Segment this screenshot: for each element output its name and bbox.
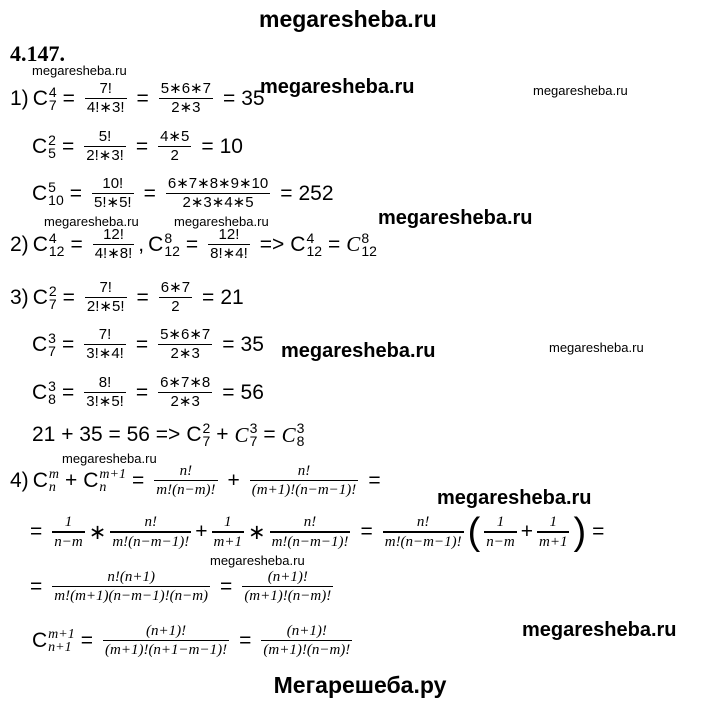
combination-symbol: C 3 8 xyxy=(281,420,305,449)
watermark-big: megaresheba.ru xyxy=(437,487,592,509)
fraction: $\frac{n!(n+1)}{m!(m+1)(n-m-1)!(n-m)}$ xyxy=(54,569,209,605)
fraction: $\frac{8!}{3!∗5!}$ xyxy=(86,374,124,411)
combination-symbol: C 3 7 xyxy=(234,420,258,449)
combination-symbol: C 8 12 xyxy=(346,229,377,259)
watermark-small: megaresheba.ru xyxy=(210,553,305,568)
fraction: $\frac{5∗6∗7}{2∗3}$ xyxy=(160,80,211,117)
equation-line-8: 21 + 35 = 56 => C 2 7 + C 3 7 = C 3 8 xyxy=(32,420,305,449)
fraction: $\frac{5!}{2!∗3!}$ xyxy=(86,128,124,165)
watermark-small: megaresheba.ru xyxy=(32,63,127,78)
result: 252 xyxy=(298,181,334,205)
fraction: $\frac{6∗7}{2}$ xyxy=(160,279,191,316)
watermark-small: megaresheba.ru xyxy=(549,340,644,355)
equation-line-11: = $\frac{n!(n+1)}{m!(m+1)(n-m-1)!(n-m)}$ = $\frac{(n+1)!}{(m+1)!(n-m)!}$ xyxy=(30,569,332,605)
fraction: $\frac{n!}{m!(n-m-1)!}$ xyxy=(271,514,349,550)
equation-line-6: C 3 7 = $\frac{7!}{3!∗4!}$ = $\frac{5∗6∗7}{2∗3}$ = 35 xyxy=(32,326,264,363)
equation-line-3: C 5 10 = $\frac{10!}{5!∗5!}$ = $\frac{6∗7∗8∗9∗10}{2∗3∗4∗5}$ = 252 xyxy=(32,175,334,212)
equation-line-10: = $\frac{1}{n-m}$ ∗ $\frac{n!}{m!(n-m-1)!}$ + $\frac{1}{m+1}$ ∗ $\frac{n!}{m!(n-m-1)!}$ = $\frac{n!}{m!(n-m-1)!}$ ( $\frac{1}{n-m}$ + $\frac{1}{m+1}$ ) = xyxy=(30,511,605,553)
watermark-small: megaresheba.ru xyxy=(174,214,269,229)
watermark-small: megaresheba.ru xyxy=(62,451,157,466)
fraction: $\frac{1}{m+1}$ xyxy=(213,514,242,550)
watermark-big: megaresheba.ru xyxy=(260,76,415,98)
watermark-big: megaresheba.ru xyxy=(378,207,533,229)
fraction: $\frac{(n+1)!}{(m+1)!(n-m)!}$ xyxy=(263,623,351,659)
combination-symbol: C 8 12 xyxy=(148,229,180,259)
footer-watermark[interactable]: Мегарешеба.ру xyxy=(273,672,447,698)
fraction: $\frac{n!}{m!(n-m-1)!}$ xyxy=(384,514,462,550)
fraction: $\frac{n!}{m!(n-m-1)!}$ xyxy=(112,514,190,550)
combination-symbol: C 3 8 xyxy=(32,377,56,407)
fraction: $\frac{1}{n-m}$ xyxy=(486,514,515,550)
combination-symbol: C 2 7 xyxy=(32,282,57,312)
part-label: 1) xyxy=(10,86,29,110)
combination-symbol: C 4 12 xyxy=(290,229,323,259)
fraction: $\frac{7!}{2!∗5!}$ xyxy=(86,279,125,316)
combination-symbol: C m n xyxy=(32,466,59,495)
fraction: $\frac{n!}{m!(n-m)!}$ xyxy=(156,463,216,499)
fraction: $\frac{10!}{5!∗5!}$ xyxy=(94,175,132,212)
result: 10 xyxy=(219,134,243,158)
header-watermark[interactable]: megaresheba.ru xyxy=(259,6,437,32)
result: 21 xyxy=(220,285,244,309)
combination-symbol: C m+1 n xyxy=(83,466,126,495)
combination-symbol: C 2 7 xyxy=(186,420,211,449)
combination-symbol: C 4 7 xyxy=(32,83,57,113)
result: 35 xyxy=(241,86,265,110)
result: 56 xyxy=(240,380,264,404)
equation-line-9: 4) C m n + C m+1 n = $\frac{n!}{m!(n-m)!}$ + $\frac{n!}{(m+1)!(n-m-1)!}$ = xyxy=(10,463,381,499)
fraction: $\frac{6∗7∗8∗9∗10}{2∗3∗4∗5}$ xyxy=(167,175,269,212)
watermark-small: megaresheba.ru xyxy=(533,83,628,98)
equation-line-2: C 2 5 = $\frac{5!}{2!∗3!}$ = $\frac{4∗5}{2}$ = 10 xyxy=(32,128,243,165)
part-label: 3) xyxy=(10,285,29,309)
watermark-big: megaresheba.ru xyxy=(522,619,677,641)
equation-line-7: C 3 8 = $\frac{8!}{3!∗5!}$ = $\frac{6∗7∗8}{2∗3}$ = 56 xyxy=(32,374,264,411)
fraction: $\frac{12!}{8!∗4!}$ xyxy=(210,226,248,263)
fraction: $\frac{n!}{(m+1)!(n-m-1)!}$ xyxy=(251,463,357,499)
equation-line-1: 1) C 4 7 = $\frac{7!}{4!∗3!}$ = $\frac{5∗6∗7}{2∗3}$ = 35 xyxy=(10,80,265,117)
sum-expression: 21 + 35 = 56 => xyxy=(32,423,181,446)
combination-symbol: C 3 7 xyxy=(32,329,56,359)
watermark-small: megaresheba.ru xyxy=(44,214,139,229)
part-label: 4) xyxy=(10,468,29,492)
fraction: $\frac{(n+1)!}{(m+1)!(n-m)!}$ xyxy=(244,569,332,605)
part-label: 2) xyxy=(10,232,29,256)
fraction: $\frac{12!}{4!∗8!}$ xyxy=(94,226,133,263)
combination-symbol: C m+1 n+1 xyxy=(32,626,75,655)
combination-symbol: C 2 5 xyxy=(32,131,56,161)
problem-number: 4.147. xyxy=(10,41,65,66)
fraction: $\frac{7!}{3!∗4!}$ xyxy=(86,326,124,363)
equation-line-12: C m+1 n+1 = $\frac{(n+1)!}{(m+1)!(n+1-m-1)!}$ = $\frac{(n+1)!}{(m+1)!(n-m)!}$ xyxy=(32,623,351,659)
combination-symbol: C 5 10 xyxy=(32,178,64,208)
equation-line-5: 3) C 2 7 = $\frac{7!}{2!∗5!}$ = $\frac{6∗7}{2}$ = 21 xyxy=(10,279,244,316)
fraction: $\frac{7!}{4!∗3!}$ xyxy=(86,80,125,117)
fraction: $\frac{(n+1)!}{(m+1)!(n+1-m-1)!}$ xyxy=(105,623,228,659)
watermark-big: megaresheba.ru xyxy=(281,340,436,362)
fraction: $\frac{6∗7∗8}{2∗3}$ xyxy=(160,374,211,411)
fraction: $\frac{4∗5}{2}$ xyxy=(160,128,190,165)
fraction: $\frac{1}{m+1}$ xyxy=(539,514,568,550)
fraction: $\frac{1}{n-m}$ xyxy=(54,514,83,550)
combination-symbol: C 4 12 xyxy=(32,229,65,259)
result: 35 xyxy=(240,332,264,356)
equation-line-4: 2) C 4 12 = $\frac{12!}{4!∗8!}$ , C 8 12 = $\frac{12!}{8!∗4!}$ => C 4 12 = C 8 12 xyxy=(10,226,377,263)
fraction: $\frac{5∗6∗7}{2∗3}$ xyxy=(160,326,211,363)
